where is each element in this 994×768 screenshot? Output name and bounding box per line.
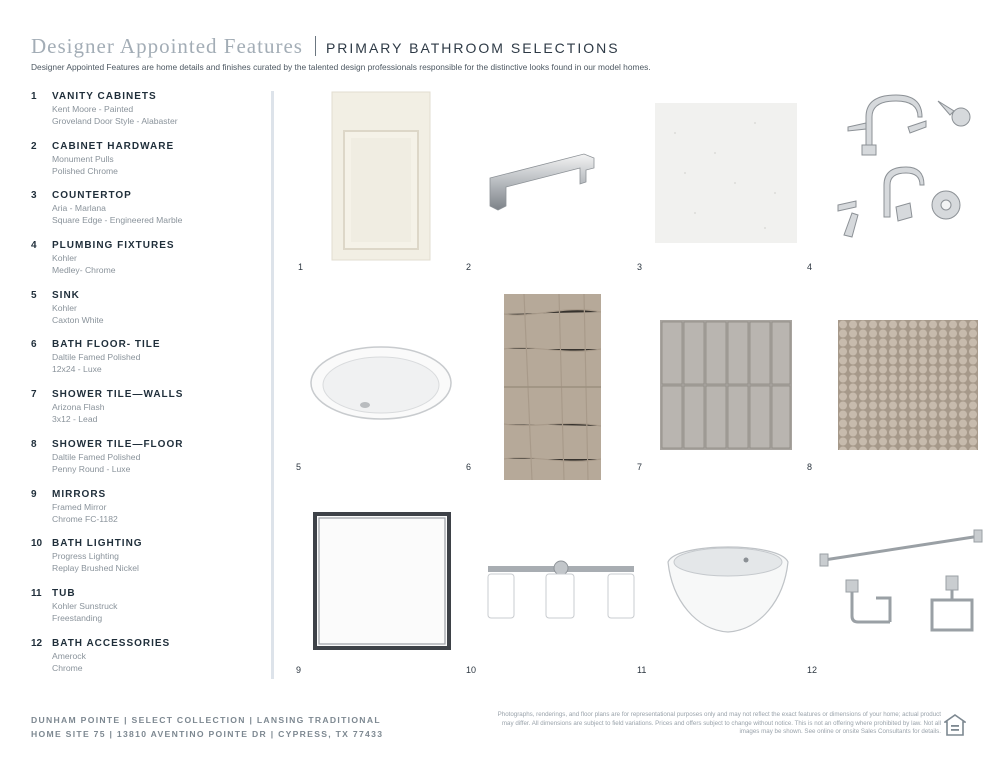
item-detail: Kohler Sunstruck — [52, 600, 118, 611]
item-title: SINK — [52, 289, 80, 301]
mirror-image — [313, 512, 451, 650]
item-title: VANITY CABINETS — [52, 91, 157, 102]
image-caption: 2 — [466, 262, 472, 272]
image-caption: 7 — [637, 462, 643, 472]
community-info: DUNHAM POINTE | SELECT COLLECTION | LANSING TRADITIONAL — [31, 715, 381, 725]
sink-image — [309, 345, 453, 423]
selection-item — [31, 190, 266, 240]
item-detail: Polished Chrome — [52, 165, 118, 176]
selection-item — [31, 638, 266, 688]
selection-item — [31, 290, 266, 340]
item-title: MIRRORS — [52, 488, 107, 500]
disclaimer: Photographs, renderings, and floor plans are for representational purposes only and may not reflect the exact features or dimensions of your home; actual product may differ. All dimensions are subject to field variations. Prices and offers subject to change without notice. This is not an offering where prohibited by law. Not all images may be shown. See online or onsite Sales Consultants for details. — [497, 711, 941, 736]
page-subtitle: Designer Appointed Features are home details and finishes curated by the talented design professionals responsible for the distinctive looks found in our model homes. — [31, 62, 651, 72]
item-detail: Replay Brushed Nickel — [52, 563, 139, 574]
item-number: 12 — [31, 637, 43, 649]
page-title: Designer Appointed Features — [31, 34, 303, 58]
item-detail: Caxton White — [52, 314, 104, 325]
item-detail: Monument Pulls — [52, 153, 114, 164]
floor-tile-swatch — [504, 294, 601, 480]
item-detail: Medley- Chrome — [52, 265, 116, 276]
image-caption: 11 — [637, 665, 647, 675]
item-number: 1 — [31, 91, 37, 102]
shower-wall-tile-swatch — [660, 320, 792, 450]
item-number: 3 — [31, 190, 37, 202]
item-title: PLUMBING FIXTURES — [52, 240, 175, 252]
item-number: 7 — [31, 389, 37, 401]
bath-light-image — [484, 558, 638, 622]
image-caption: 1 — [298, 262, 304, 272]
item-detail: 12x24 - Luxe — [52, 364, 102, 375]
selection-item — [31, 240, 266, 290]
image-caption: 3 — [637, 262, 643, 272]
item-detail: Groveland Door Style - Alabaster — [52, 116, 178, 126]
page-header — [31, 34, 620, 59]
item-title: BATH ACCESSORIES — [52, 637, 171, 649]
item-detail: Aria - Marlana — [52, 203, 106, 214]
selection-item — [31, 489, 266, 539]
item-title: TUB — [52, 587, 76, 599]
selection-item — [31, 339, 266, 389]
item-title: COUNTERTOP — [52, 190, 132, 202]
item-detail: Penny Round - Luxe — [52, 463, 131, 474]
item-detail: Daltile Famed Polished — [52, 352, 141, 363]
item-detail: Arizona Flash — [52, 402, 105, 413]
item-number: 11 — [31, 587, 42, 599]
item-number: 10 — [31, 538, 43, 550]
selection-item — [31, 389, 266, 439]
item-detail: Amerock — [52, 650, 86, 661]
image-caption: 4 — [807, 262, 813, 272]
image-caption: 8 — [807, 462, 813, 472]
item-detail: Chrome — [52, 662, 83, 673]
selection-item — [31, 588, 266, 638]
image-caption: 5 — [296, 462, 302, 472]
item-title: BATH FLOOR- TILE — [52, 339, 161, 351]
selection-item — [31, 538, 266, 588]
shower-floor-tile-swatch — [838, 320, 978, 450]
item-detail: Freestanding — [52, 612, 103, 623]
bath-accessories-image — [818, 528, 986, 634]
item-title: BATH LIGHTING — [52, 538, 143, 550]
image-caption: 9 — [296, 665, 302, 675]
selections-list — [31, 91, 266, 687]
countertop-swatch — [655, 103, 797, 243]
item-detail: Progress Lighting — [52, 551, 119, 562]
equal-housing-icon — [944, 714, 966, 736]
plumbing-fixtures-image — [826, 87, 982, 243]
item-detail: Kohler — [52, 253, 77, 264]
image-caption: 12 — [807, 665, 818, 675]
cabinet-pull-image — [484, 148, 599, 216]
item-detail: 3x12 - Lead — [52, 414, 98, 425]
column-divider — [271, 91, 274, 679]
item-detail: Kent Moore - Painted — [52, 104, 134, 114]
cabinet-door-image — [331, 91, 431, 261]
item-detail: Kohler — [52, 302, 77, 313]
item-detail: Framed Mirror — [52, 501, 107, 512]
item-detail: Square Edge - Engineered Marble — [52, 215, 183, 226]
item-title: CABINET HARDWARE — [52, 140, 175, 152]
selection-item — [31, 91, 266, 141]
tub-image — [664, 538, 792, 638]
section-title: PRIMARY BATHROOM SELECTIONS — [325, 40, 620, 56]
home-site-address: HOME SITE 75 | 13810 AVENTINO POINTE DR | CYPRESS, TX 77433 — [31, 729, 384, 739]
item-number: 8 — [31, 438, 37, 450]
selection-item — [31, 439, 266, 489]
image-caption: 6 — [466, 462, 472, 472]
title-divider — [315, 36, 316, 56]
item-title: SHOWER TILE—FLOOR — [52, 438, 184, 450]
item-number: 6 — [31, 339, 37, 351]
item-title: SHOWER TILE—WALLS — [52, 389, 184, 401]
image-caption: 10 — [466, 665, 477, 675]
item-detail: Daltile Famed Polished — [52, 451, 141, 462]
item-number: 5 — [31, 289, 37, 301]
item-detail: Chrome FC-1182 — [52, 513, 118, 524]
item-number: 9 — [31, 488, 37, 500]
item-number: 2 — [31, 140, 37, 152]
item-number: 4 — [31, 240, 37, 252]
selection-item — [31, 141, 266, 191]
